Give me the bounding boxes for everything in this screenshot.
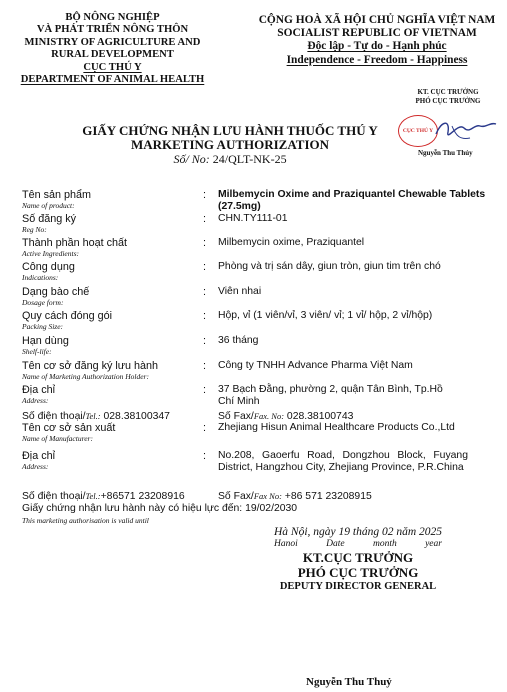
value-shelf-life: 36 tháng [218, 335, 259, 346]
signatory-name: Nguyễn Thu Thuỷ [306, 676, 392, 688]
holder-fax-label: Số Fax/ [218, 411, 254, 422]
value-manufacturer: Zhejiang Hisun Animal Healthcare Products Co.,Ltd [218, 422, 455, 433]
manufacturer-fax [218, 490, 372, 503]
sublabel-manufacturer-address: Address: [22, 462, 49, 471]
holder-tel-label: Số điện thoại/ [22, 411, 86, 422]
colon: : [203, 213, 206, 225]
value-holder-address: 37 Bạch Đằng, phường 2, quận Tân Bình, Tp.Hồ Chí Minh [218, 384, 443, 407]
manufacturer-fax-label-en: Fax No: [253, 491, 282, 501]
colon: : [203, 450, 206, 462]
value-packing-size: Hộp, vỉ (1 viên/vỉ, 3 viên/ vỉ; 1 vỉ/ hộp, 2 vỉ/hộp) [218, 310, 433, 321]
document-title-block [30, 124, 430, 166]
number-value: 24/QLT-NK-25 [212, 152, 287, 166]
signatory-title-2: PHÓ CỤC TRƯỞNG [297, 565, 419, 580]
date-place: Hà Nội, ngày [273, 526, 336, 538]
colon: : [203, 422, 206, 434]
stamp-title [398, 88, 498, 106]
manufacturer-tel-value: +86571 23208916 [100, 491, 185, 502]
validity-value: 19/02/2030 [245, 503, 298, 514]
colon: : [203, 310, 206, 322]
sublabel-authorization-holder: Name of Marketing Authorization Holder: [22, 372, 149, 381]
issue-date-vn [228, 526, 488, 539]
motto-vn: Độc lập - Tự do - Hạnh phúc [307, 40, 447, 53]
en-month: month [372, 539, 397, 549]
national-header [246, 14, 507, 67]
label-dosage-form: Dạng bào chế [22, 286, 90, 298]
stamp-signer: Nguyễn Thu Thủy [418, 149, 473, 157]
ministry-vn-2: VÀ PHÁT TRIỂN NÔNG THÔN [36, 24, 189, 36]
ministry-en-2: RURAL DEVELOPMENT [51, 49, 174, 61]
colon: : [203, 189, 206, 201]
stamp-line1: KT. CỤC TRƯỞNG [417, 88, 479, 96]
sublabel-product-name: Name of product: [22, 201, 75, 210]
ministry-vn: BỘ NÔNG NGHIỆP [65, 12, 160, 23]
sublabel-manufacturer: Name of Manufacturer: [22, 434, 93, 443]
sublabel-reg-no: Reg No: [22, 225, 47, 234]
label-holder-address: Địa chỉ [22, 384, 56, 396]
label-product-name: Tên sản phẩm [22, 189, 92, 201]
department-en: DEPARTMENT OF ANIMAL HEALTH [20, 74, 205, 86]
label-shelf-life: Hạn dùng [22, 335, 69, 347]
title-en: MARKETING AUTHORIZATION [130, 137, 330, 152]
label-manufacturer: Tên cơ sở sản xuất [22, 422, 116, 434]
sublabel-indications: Indications: [22, 273, 59, 282]
en-year: year [425, 539, 442, 549]
colon: : [203, 384, 206, 396]
signatory-title-1: KT.CỤC TRƯỞNG [302, 550, 414, 565]
en-date: Date [326, 539, 345, 549]
colon: : [203, 360, 206, 372]
department-vn: CỤC THÚ Y [83, 61, 142, 73]
value-authorization-holder: Công ty TNHH Advance Pharma Việt Nam [218, 360, 413, 371]
manufacturer-tel [22, 490, 185, 503]
holder-tel-label-en: Tel.: [85, 411, 101, 421]
sublabel-holder-address: Address: [22, 396, 49, 405]
date-year: 2025 [419, 526, 443, 538]
country-vn: CỘNG HOÀ XÃ HỘI CHỦ NGHĨA VIỆT NAM [258, 14, 496, 26]
manufacturer-tel-label-en: Tel.: [85, 491, 101, 501]
issuer-header [0, 12, 225, 86]
holder-fax-value: 028.38100743 [286, 411, 354, 422]
colon: : [203, 237, 206, 249]
label-active-ingredients: Thành phần hoạt chất [22, 237, 128, 249]
en-hanoi: Hanoi [274, 539, 298, 549]
colon: : [203, 335, 206, 347]
holder-fax-label-en: Fax. No: [253, 411, 285, 421]
handwritten-signature [426, 114, 498, 148]
seal-text: CỤC THÚ Y [402, 128, 434, 134]
country-en: SOCIALIST REPUBLIC OF VIETNAM [277, 27, 477, 40]
manufacturer-tel-label: Số điện thoại/ [22, 491, 86, 502]
issue-date-en [228, 539, 488, 550]
value-product-name: Milbemycin Oxime and Praziquantel Chewable Tablets (27.5mg) [218, 189, 486, 212]
manufacturer-fax-value: +86 571 23208915 [284, 491, 372, 502]
authorization-number [30, 152, 430, 166]
date-month: 02 [381, 526, 394, 538]
sublabel-shelf-life: Shelf-life: [22, 347, 52, 356]
value-indications: Phòng và trị sán dây, giun tròn, giun tim trên chó [218, 261, 441, 272]
colon: : [203, 261, 206, 273]
sublabel-dosage-form: Dosage form: [22, 298, 64, 307]
value-manufacturer-address: No.208, Gaoerfu Road, Dongzhou Block, Fuyang District, Hangzhou City, Zhejiang Province, P.R.China [218, 450, 468, 473]
label-manufacturer-address: Địa chỉ [22, 450, 56, 462]
sublabel-active-ingredients: Active Ingredients: [22, 249, 79, 258]
ministry-en: MINISTRY OF AGRICULTURE AND [24, 36, 201, 48]
label-indications: Công dụng [22, 261, 75, 273]
label-reg-no: Số đăng ký [22, 213, 77, 225]
stamp-line2: PHÓ CỤC TRƯỞNG [415, 97, 481, 105]
date-month-word: tháng [352, 526, 380, 538]
sublabel-packing-size: Packing Size: [22, 322, 64, 331]
value-dosage-form: Viên nhai [218, 286, 262, 297]
number-label: Số/ No: [173, 152, 210, 166]
validity [22, 503, 297, 515]
holder-tel-value: 028.38100347 [103, 411, 170, 422]
date-signature-block [228, 526, 488, 593]
signatory-title-en: DEPUTY DIRECTOR GENERAL [279, 581, 437, 592]
label-authorization-holder: Tên cơ sở đăng ký lưu hành [22, 360, 159, 372]
motto-en: Independence - Freedom - Happiness [286, 53, 468, 66]
value-reg-no: CHN.TY111-01 [218, 213, 288, 224]
date-year-word: năm [396, 526, 417, 538]
manufacturer-fax-label: Số Fax/ [218, 491, 254, 502]
value-active-ingredients: Milbemycin oxime, Praziquantel [218, 237, 365, 248]
colon: : [203, 286, 206, 298]
validity-label: Giấy chứng nhận lưu hành này có hiệu lực đến: [22, 503, 243, 514]
validity-sub: This marketing authorisation is valid until [22, 516, 149, 525]
title-vn: GIẤY CHỨNG NHẬN LƯU HÀNH THUỐC THÚ Y [82, 123, 378, 138]
label-packing-size: Quy cách đóng gói [22, 310, 113, 322]
date-day: 19 [338, 526, 350, 538]
